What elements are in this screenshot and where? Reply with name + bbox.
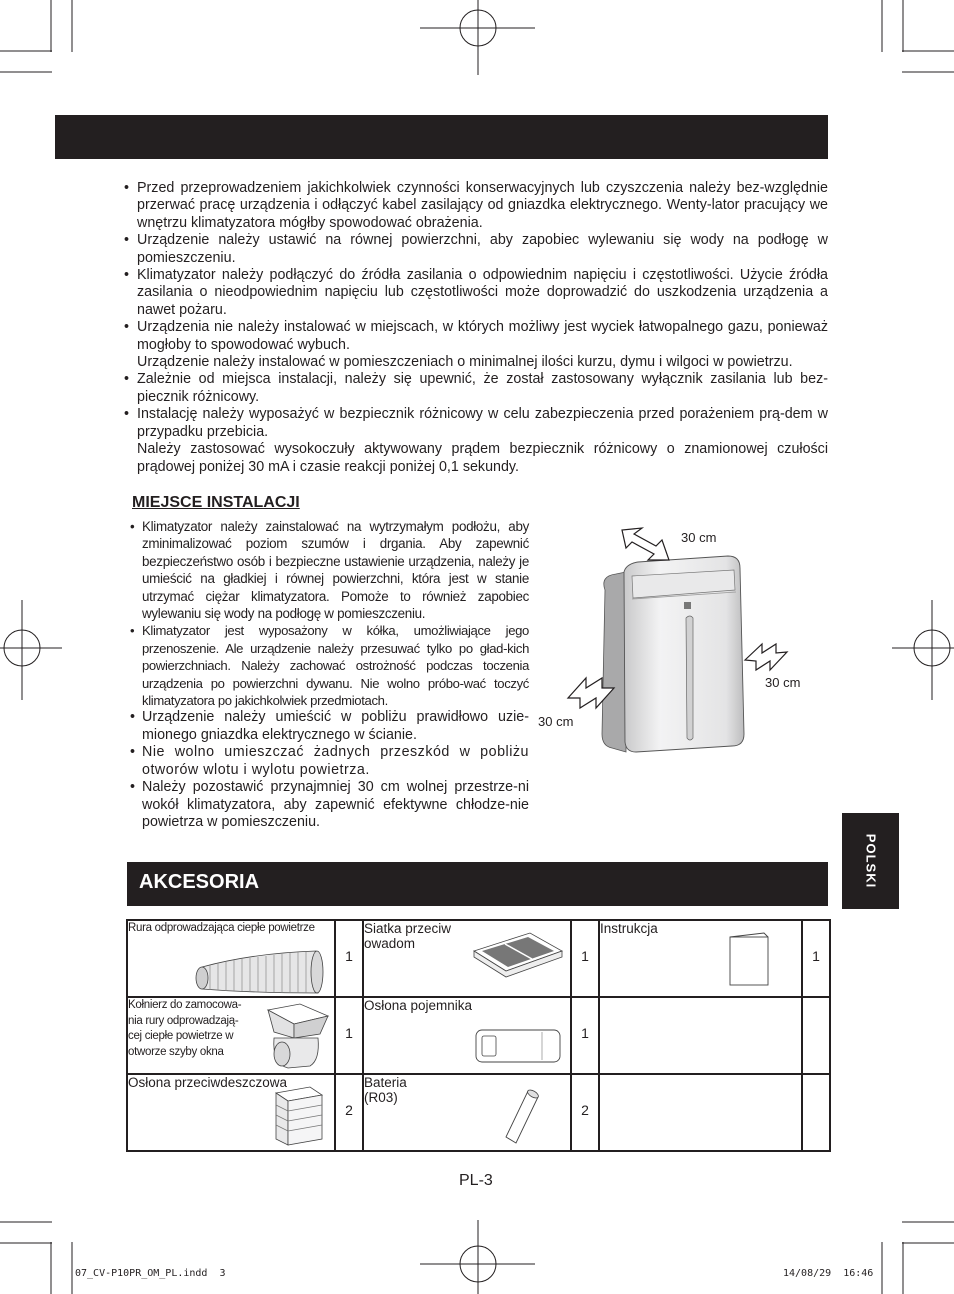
clearance-diagram <box>530 520 830 780</box>
language-tab <box>842 813 899 909</box>
table-row <box>127 1074 830 1151</box>
install-bullet <box>130 709 529 744</box>
language-tab-label: POLSKI <box>863 833 878 889</box>
bullet-dot: • <box>124 232 130 249</box>
accessory-name: Kołnierz do zamocowa-nia rury odprowadzają-cej ciepłe powietrze w otworze szyby okna <box>128 999 242 1058</box>
clearance-label-left: 30 cm <box>538 714 574 729</box>
safety-bullet <box>124 232 828 267</box>
qty-value: 1 <box>812 947 820 964</box>
accessory-name: Rura odprowadzająca ciepłe powietrze <box>128 922 315 934</box>
install-bullet-text: Klimatyzator należy zainstalować na wytrzymałym podłożu, aby zminimalizować poziom szumów i drgania. Aby zapewnić bezpieczeństwo osób i bezpieczne ustawienie urządzenia, należy je umieścić na gładkiej i równej powierzchni, która jest w stanie utrzymać ciężar klimatyzatora. Pomoże to również zapobiec wylewaniu się wody na podłogę w pomieszczeniu. <box>142 519 529 622</box>
page-number: PL-3 <box>459 1172 493 1189</box>
accessory-cell <box>127 997 335 1074</box>
qty-value: 1 <box>345 1024 353 1041</box>
air-conditioner-illustration <box>530 520 830 780</box>
accessory-qty <box>571 997 599 1074</box>
safety-bullet-text: Urządzenia nie należy instalować w miejscach, w których możliwy jest wyciek łatwopalnego gazu, ponieważ mogłoby to spowodować wybuch. <box>137 319 828 353</box>
rain-cover-icon <box>270 1085 328 1147</box>
install-bullet-text: Nie wolno umieszczać żadnych przeszkód w pobliżu otworów wlotu i wylotu powietrza. <box>142 744 529 778</box>
bullet-dot: • <box>124 180 130 196</box>
exhaust-hose-icon <box>194 949 326 997</box>
bullet-dot: • <box>124 371 130 388</box>
qty-value: 2 <box>581 1101 589 1118</box>
safety-bullet-text: Należy zastosować wysokoczuły aktywowany prądem bezpiecznik różnicowy o znamionowej czułości prądowej poniżej 30 mA i czasie reakcji poniżej 0,1 sekundy. <box>137 441 828 475</box>
accessory-cell-empty <box>599 1074 802 1151</box>
accessory-qty <box>571 920 599 997</box>
clearance-label-right: 30 cm <box>765 675 801 690</box>
accessories-header-bar <box>127 862 828 906</box>
bullet-dot: • <box>130 709 136 726</box>
accessory-name: Bateria (R03) <box>364 1075 407 1105</box>
safety-bullet-text: Klimatyzator należy podłączyć do źródła zasilania o odpowiednim napięciu i częstotliwości. Użycie źródła zasilania o nieodpowiednim napięciu lub częstotliwości może doprowadzić do uszkodzenia urządzenia a nawet pożaru. <box>137 267 828 318</box>
install-bullet-text: Klimatyzator jest wyposażony w kółka, umożliwiające jego przenoszenie. Ale urządzenie należy przesuwać tylko po gład-kich powierzchniach. Należy zachować ostrożność podczas toczenia urządzenia po powierzchni dywanu. Nie wolno próbo-wać toczyć klimatyzatora po jakichkolwiek przedmiotach. <box>142 623 529 709</box>
accessory-cell <box>363 997 571 1074</box>
safety-bullet <box>124 371 828 406</box>
install-bullet <box>130 779 529 831</box>
bullet-dot: • <box>130 744 136 761</box>
tank-cover-icon <box>472 1026 564 1066</box>
qty-value: 2 <box>345 1101 353 1118</box>
bullet-dot: • <box>124 319 130 336</box>
accessory-qty <box>802 920 830 997</box>
safety-bullet <box>124 267 828 319</box>
window-flange-icon <box>264 1002 332 1072</box>
safety-bullet-list <box>124 180 828 476</box>
accessory-cell <box>599 920 802 997</box>
install-bullet <box>130 744 529 779</box>
accessories-table <box>126 919 831 1152</box>
table-row <box>127 920 830 997</box>
safety-bullet <box>124 406 828 476</box>
accessory-qty-empty <box>802 1074 830 1151</box>
manual-book-icon <box>726 931 772 987</box>
header-bar <box>55 115 828 159</box>
insect-screen-icon <box>472 931 564 979</box>
accessory-name: Osłona pojemnika <box>364 998 473 1013</box>
accessory-qty <box>335 997 363 1074</box>
accessory-cell-empty <box>599 997 802 1074</box>
accessory-name: Siatka przeciw owadom <box>364 921 452 951</box>
accessory-name: Osłona przeciwdeszczowa <box>128 1075 288 1090</box>
table-row <box>127 997 830 1074</box>
accessory-qty <box>571 1074 599 1151</box>
accessory-qty <box>335 1074 363 1151</box>
bullet-dot: • <box>124 267 130 284</box>
accessory-cell <box>363 920 571 997</box>
accessory-name: Instrukcja <box>600 921 658 936</box>
safety-bullet-text: Przed przeprowadzeniem jakichkolwiek czynności konserwacyjnych lub czyszczenia należy bez-względnie przerwać pracę urządzenia i odłączyć kabel zasilający od gniazdka elektrycznego. Wenty-lator pracujący we wnętrzu klimatyzatora mógłby spowodować obrażenia. <box>137 180 828 231</box>
accessory-cell <box>127 920 335 997</box>
safety-bullet <box>124 180 828 232</box>
bullet-dot: • <box>130 779 136 796</box>
accessories-title: AKCESORIA <box>139 871 260 893</box>
accessory-qty <box>335 920 363 997</box>
install-bullet-text: Urządzenie należy umieścić w pobliżu prawidłowo uzie-mionego gniazdka elektrycznego w ścianie. <box>142 709 529 743</box>
install-bullet <box>130 622 529 709</box>
install-bullet-list <box>130 518 529 831</box>
qty-value: 1 <box>345 947 353 964</box>
footer-filename: 07_CV-P10PR_OM_PL.indd 3 <box>75 1268 226 1279</box>
clearance-label-top: 30 cm <box>681 530 717 545</box>
safety-bullet <box>124 319 828 371</box>
qty-value: 1 <box>581 1024 589 1041</box>
install-bullet-text: Należy pozostawić przynajmniej 30 cm wolnej przestrze-ni wokół klimatyzatora, aby zapewnić efektywne chłodze-nie powietrza w pomieszczeniu. <box>142 779 529 830</box>
safety-bullet-text: Urządzenie należy ustawić na równej powierzchni, aby zapobiec wylewaniu się wody na podłogę w pomieszczeniu. <box>137 232 828 266</box>
safety-bullet-text: Zależnie od miejsca instalacji, należy się upewnić, że został zastosowany wyłącznik zasilania lub bez-piecznik różnicowy. <box>137 371 828 405</box>
battery-icon <box>502 1087 542 1147</box>
install-section-title: MIEJSCE INSTALACJI <box>132 494 300 511</box>
accessory-cell <box>363 1074 571 1151</box>
footer-timestamp: 14/08/29 16:46 <box>783 1268 874 1279</box>
bullet-dot: • <box>130 519 135 534</box>
safety-bullet-text: Instalację należy wyposażyć w bezpiecznik różnicowy w celu zabezpieczenia przed porażeniem prą-dem w przypadku przebicia. <box>137 406 828 440</box>
safety-bullet-text: Urządzenie należy instalować w pomieszczeniach o minimalnej ilości kurzu, dymu i wilgoci w powietrzu. <box>137 354 793 371</box>
bullet-dot: • <box>124 406 130 423</box>
qty-value: 1 <box>581 947 589 964</box>
install-bullet <box>130 518 529 622</box>
bullet-dot: • <box>130 623 135 639</box>
accessory-cell <box>127 1074 335 1151</box>
accessory-qty-empty <box>802 997 830 1074</box>
